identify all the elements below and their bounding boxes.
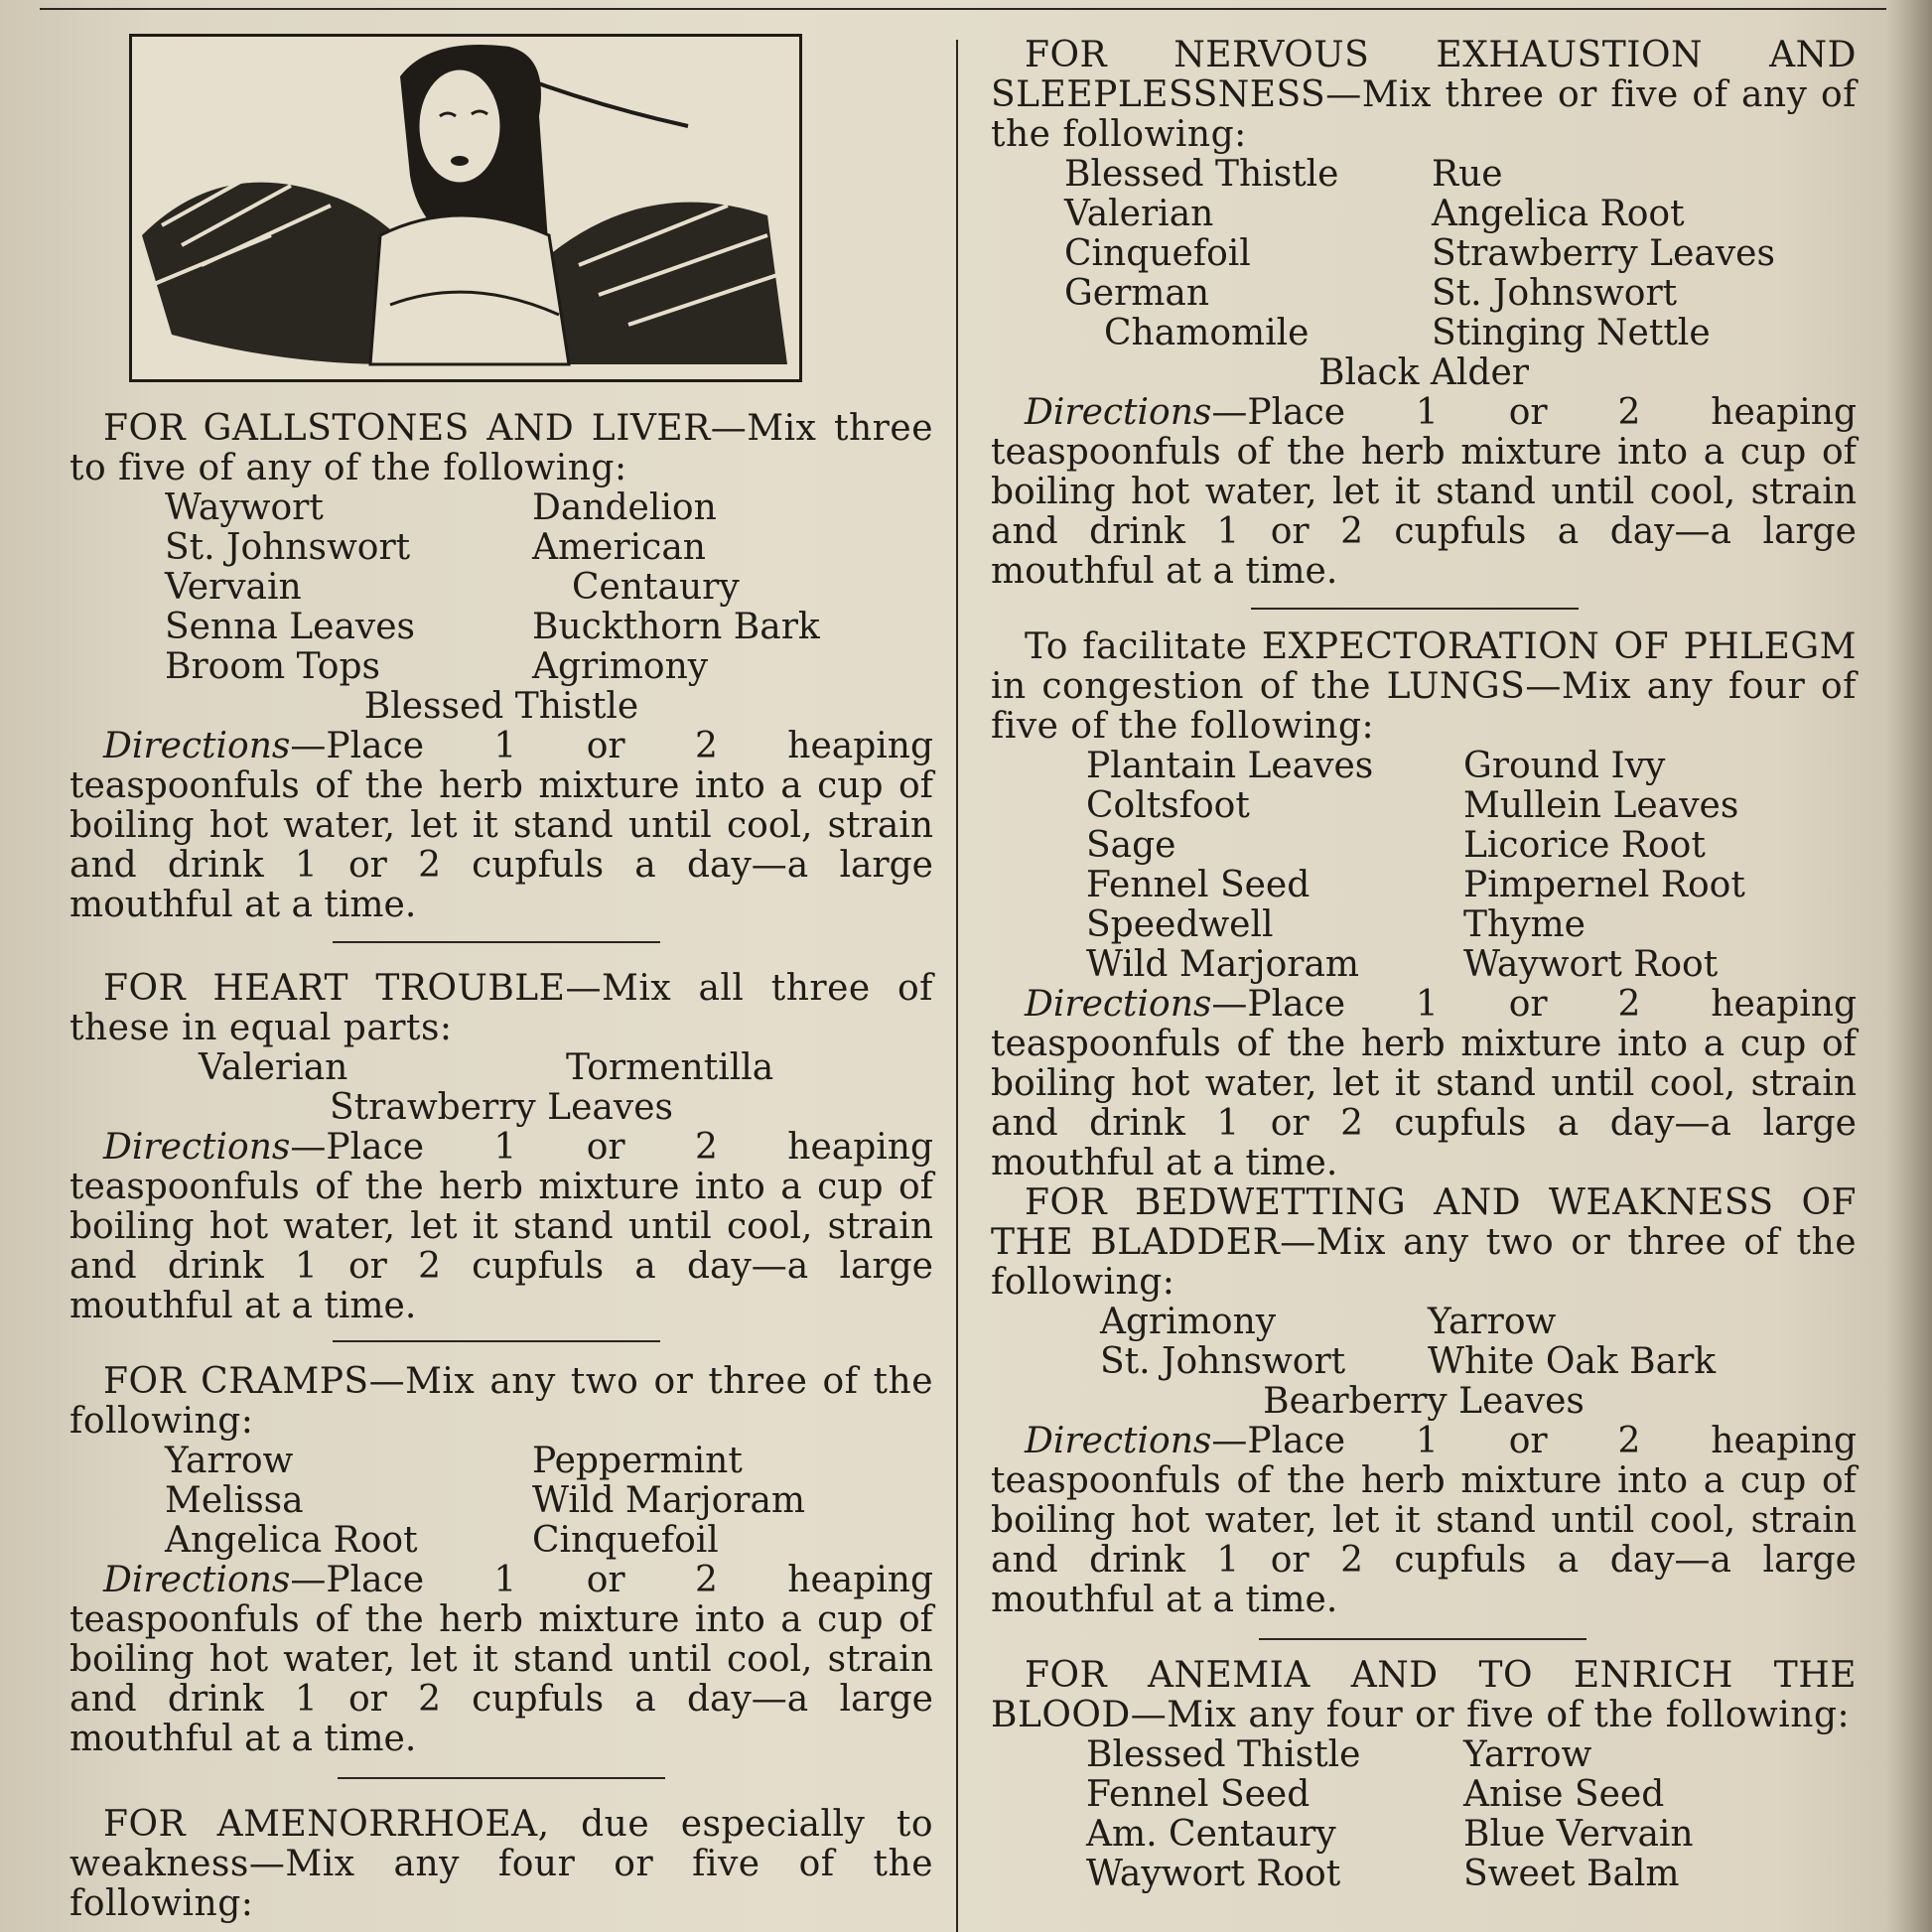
- section-divider: [1251, 608, 1579, 610]
- herb: Yarrow: [1428, 1302, 1557, 1342]
- section-heading: FOR NERVOUS EXHAUSTION AND SLEEPLESSNESS—Mix three or five of any of the following:: [991, 35, 1857, 155]
- herb: Stinging Nettle: [1432, 313, 1711, 353]
- herb: Am. Centaury: [1086, 1814, 1336, 1855]
- section-divider: [333, 941, 660, 943]
- section-nervous: [991, 36, 1857, 592]
- herb: Melissa: [165, 1480, 304, 1521]
- section-cramps: [69, 1362, 933, 1759]
- herb: Mullein Leaves: [1463, 785, 1739, 826]
- section-divider: [338, 1777, 665, 1779]
- herb: Waywort Root: [1463, 944, 1719, 985]
- herb-list: [165, 488, 933, 687]
- herb: Angelica Root: [1432, 194, 1685, 234]
- herb-centered: Black Alder: [1318, 352, 1529, 393]
- herb: Senna Leaves: [165, 607, 416, 647]
- herb: St. Johnswort: [1432, 273, 1678, 314]
- herb-list: [1086, 747, 1857, 985]
- directions-label: Directions: [103, 1127, 291, 1168]
- directions-text: —Place 1 or 2 heaping teaspoonfuls of the herb mixture into a cup of boiling hot water, let it stand until cool, strain and drink 1 or 2 cupfuls a day—a large mouthful at a time.: [69, 1127, 933, 1326]
- herb: Licorice Root: [1463, 825, 1706, 866]
- herb: Tormentilla: [566, 1047, 774, 1088]
- directions-text: —Place 1 or 2 heaping teaspoonfuls of the herb mixture into a cup of boiling hot water, let it stand until cool, strain and drink 1 or 2 cupfuls a day—a large mouthful at a time.: [69, 1560, 933, 1759]
- herb: Fennel Seed: [1086, 1774, 1311, 1815]
- column-divider: [956, 40, 958, 1932]
- section-heading: FOR AMENORRHOEA, due especially to weakness—Mix any four or five of the following:: [69, 1804, 933, 1924]
- herb: Valerian: [199, 1047, 348, 1088]
- section-heading: FOR ANEMIA AND TO ENRICH THE BLOOD—Mix any four or five of the following:: [991, 1655, 1857, 1735]
- herb: Agrimony: [1100, 1302, 1277, 1342]
- herb: German: [1064, 273, 1210, 314]
- herb: Rue: [1432, 154, 1503, 195]
- herb: Sage: [1086, 825, 1176, 866]
- herb: Valerian: [1064, 194, 1214, 234]
- directions: [69, 727, 933, 925]
- herb: Wild Marjoram: [532, 1480, 806, 1521]
- directions-label: Directions: [1025, 1421, 1212, 1461]
- herb: St. Johnswort: [165, 527, 411, 568]
- herb: Speedwell: [1086, 904, 1274, 945]
- herb: Buckthorn Bark: [532, 607, 820, 647]
- herb: St. Johnswort: [1100, 1341, 1346, 1382]
- section-anemia: [991, 1656, 1857, 1894]
- section-phlegm: [991, 627, 1857, 1183]
- herb: Plantain Leaves: [1086, 746, 1374, 786]
- herb: Anise Seed: [1463, 1774, 1665, 1815]
- section-bedwetting: [991, 1183, 1857, 1620]
- herb: Thyme: [1463, 904, 1586, 945]
- herb: Waywort: [165, 487, 324, 528]
- section-heart: [69, 969, 933, 1326]
- herb-list: [165, 1442, 933, 1561]
- herb: White Oak Bark: [1428, 1341, 1717, 1382]
- directions: [69, 1128, 933, 1326]
- herb: Chamomile: [1104, 313, 1310, 353]
- section-heading: FOR GALLSTONES AND LIVER—Mix three to five of any of the following:: [69, 408, 933, 488]
- herb-list: [1064, 155, 1857, 353]
- section-gallstones: [69, 409, 933, 925]
- herb: Yarrow: [165, 1441, 294, 1481]
- herb: Cinquefoil: [532, 1520, 719, 1561]
- directions: [69, 1561, 933, 1759]
- herb: American: [532, 527, 706, 568]
- page-edge: [1886, 0, 1932, 1932]
- directions-label: Directions: [1025, 984, 1212, 1025]
- section-amenorrhoea: [69, 1805, 933, 1924]
- directions-label: Directions: [1025, 392, 1212, 433]
- herb: Fennel Seed: [1086, 865, 1311, 905]
- section-heading: To facilitate EXPECTORATION OF PHLEGM in congestion of the LUNGS—Mix any four of five of the following:: [991, 626, 1857, 747]
- section-divider: [333, 1340, 660, 1342]
- herb-list: [1100, 1303, 1857, 1382]
- herb: Cinquefoil: [1064, 233, 1251, 274]
- section-heading: FOR BEDWETTING AND WEAKNESS OF THE BLADDER—Mix any two or three of the following:: [991, 1182, 1857, 1303]
- herb-list: [1086, 1735, 1857, 1894]
- herb: Blessed Thistle: [1064, 154, 1339, 195]
- herb: Dandelion: [532, 487, 717, 528]
- woman-with-herbs-illustration: [129, 34, 802, 382]
- herb: Pimpernel Root: [1463, 865, 1745, 905]
- herb: Angelica Root: [165, 1520, 418, 1561]
- herb: Centaury: [572, 567, 740, 608]
- section-heading: FOR HEART TROUBLE—Mix all three of these in equal parts:: [69, 968, 933, 1048]
- herb-centered: Blessed Thistle: [363, 686, 639, 727]
- directions-text: —Place 1 or 2 heaping teaspoonfuls of the herb mixture into a cup of boiling hot water, let it stand until cool, strain and drink 1 or 2 cupfuls a day—a large mouthful at a time.: [991, 984, 1857, 1183]
- herb: Vervain: [165, 567, 302, 608]
- directions-text: —Place 1 or 2 heaping teaspoonfuls of the herb mixture into a cup of boiling hot water, let it stand until cool, strain and drink 1 or 2 cupfuls a day—a large mouthful at a time.: [991, 392, 1857, 592]
- top-rule: [40, 8, 1886, 10]
- herb: Ground Ivy: [1463, 746, 1666, 786]
- herb: Agrimony: [532, 646, 709, 687]
- herb: Waywort Root: [1086, 1854, 1341, 1894]
- directions-label: Directions: [103, 726, 291, 766]
- herb: Wild Marjoram: [1086, 944, 1360, 985]
- herb: Broom Tops: [165, 646, 381, 687]
- directions: [991, 985, 1857, 1183]
- herb: Strawberry Leaves: [1432, 233, 1775, 274]
- directions: [991, 1422, 1857, 1620]
- herb-list: [199, 1048, 933, 1088]
- directions-label: Directions: [103, 1560, 291, 1600]
- herb: Blessed Thistle: [1086, 1734, 1361, 1775]
- section-divider: [1259, 1638, 1587, 1640]
- herb: Blue Vervain: [1463, 1814, 1694, 1855]
- herb: Coltsfoot: [1086, 785, 1250, 826]
- directions-text: —Place 1 or 2 heaping teaspoonfuls of the herb mixture into a cup of boiling hot water, let it stand until cool, strain and drink 1 or 2 cupfuls a day—a large mouthful at a time.: [69, 726, 933, 925]
- herb-centered: Bearberry Leaves: [1263, 1381, 1585, 1422]
- section-heading: FOR CRAMPS—Mix any two or three of the following:: [69, 1361, 933, 1442]
- herb: Yarrow: [1463, 1734, 1592, 1775]
- herb: Peppermint: [532, 1441, 743, 1481]
- herb-centered: Strawberry Leaves: [330, 1087, 673, 1128]
- directions-text: —Place 1 or 2 heaping teaspoonfuls of the herb mixture into a cup of boiling hot water, let it stand until cool, strain and drink 1 or 2 cupfuls a day—a large mouthful at a time.: [991, 1421, 1857, 1620]
- directions: [991, 393, 1857, 592]
- herb: Sweet Balm: [1463, 1854, 1680, 1894]
